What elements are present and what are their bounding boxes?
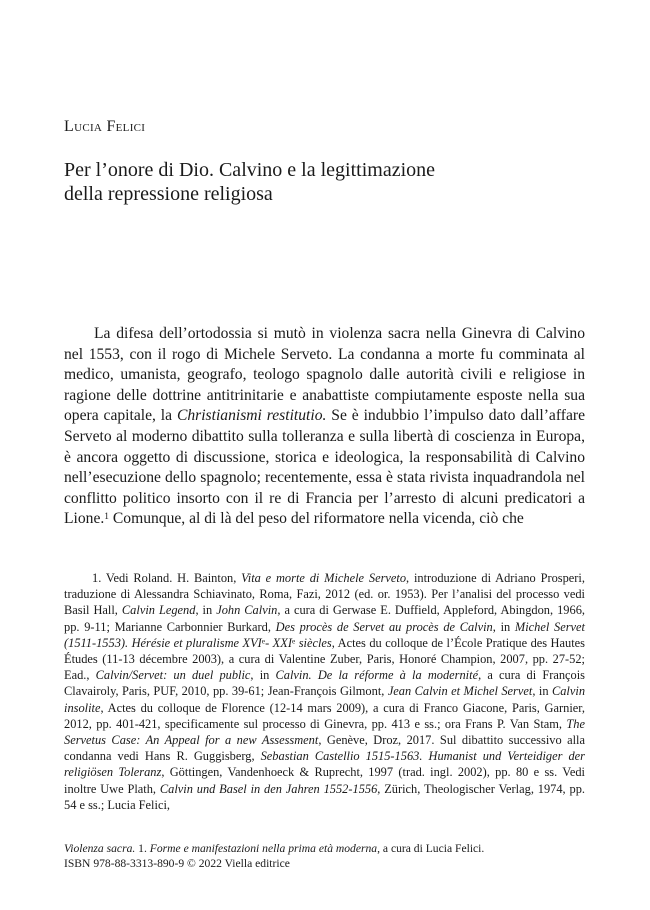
footnote-superscript: e: [291, 636, 296, 646]
footer-volume-number: 1.: [138, 842, 150, 855]
footnote-italic: Jean Calvin et Michel Servet: [387, 684, 533, 699]
footnote-italic: Calvin insolite: [64, 684, 586, 715]
footnote-text: , in: [250, 668, 276, 683]
footnote-italic: The Servetus Case: An Appeal for a new Assessment: [64, 716, 585, 748]
footnote-text: , a cura di François Clavairoly, Paris, PUF, 2010, pp. 39-61; Jean-François Gilmont,: [64, 668, 585, 699]
footnote-italic: Calvin. De la réforme à la modernité: [275, 668, 479, 683]
footnote-superscript: e: [261, 636, 266, 646]
footnote-italic: Sebastian Castellio 1515-1563. Humanist und Verteidiger der religiösen Toleranz: [64, 749, 586, 780]
footnote-text: , in: [195, 603, 217, 618]
body-text-part-3: Comunque, al di là del peso del riformatore nella vicenda, ciò che: [108, 510, 524, 528]
footnote-italic: - XXI: [265, 635, 292, 650]
footnote-italic: Calvin/Servet: un duel public: [95, 668, 251, 683]
body-italic-title: Christianismi restitutio.: [176, 407, 327, 425]
footer-book-title: Forme e manifestazioni nella prima età moderna: [149, 842, 378, 855]
footnote-text: , in: [532, 684, 552, 699]
author-name: [64, 118, 145, 136]
author-text: Lucia Felici: [64, 118, 146, 135]
footer-editor: , a cura di Lucia Felici.: [377, 842, 485, 855]
footnote-text: , Actes du colloque de l’École Pratique des Hautes Études (11-13 décembre 2003), a cura di Valentine Zuber, Paris, Honoré Champion, 2007, pp. 27-52; Ead.,: [64, 635, 585, 683]
footnote-text: , a cura di Gerwase E. Duffield, Appleford, Abingdon, 1966, pp. 9-11; Marianne Carbonnier Burkard,: [64, 603, 585, 634]
footnote-text: , Actes du colloque de Florence (12-14 mars 2009), a cura di Franco Giacone, Paris, Garnier, 2012, pp. 401-421, specificamente sul processo di Ginevra, pp. 413 e ss.; ora Frans P. Van Stam,: [64, 700, 585, 731]
footer-book-line: [64, 841, 585, 856]
footnote-text: , Zürich, Theologischer Verlag, 1974, pp. 54 e ss.; Lucia Felici,: [64, 781, 585, 812]
page-footer: [64, 841, 585, 871]
footnote-italic: Calvin und Basel in den Jahren 1552-1556: [159, 781, 378, 796]
footnote-reference[interactable]: 1: [104, 512, 109, 523]
footnote-1: [64, 570, 585, 813]
footer-series-title: Violenza sacra.: [64, 842, 139, 855]
footnote-text: , Göttingen, Vandenhoeck & Ruprecht, 1997 (trad. ingl. 2002), pp. 80 e ss. Vedi inoltre Uwe Plath,: [64, 765, 585, 796]
footnote-italic: Calvin Legend: [121, 603, 196, 618]
footer-isbn-line: ISBN 978-88-3313-890-9 © 2022 Viella editrice: [64, 857, 290, 870]
body-text-part-2: Se è indubbio l’impulso dato dall’affare Serveto al moderno dibattito sulla tolleranza e sulla libertà di coscienza in Europa, è ancora oggetto di discussione, storica e ideologica, la responsabilità di Calvino nell’esecuzione dello spagnolo; recentemente, essa è stata rivista inquadrandola nel conflitto politico insorto con il re di Francia per l’arresto di alcuni predicatori a Lione.: [64, 407, 585, 528]
title-line-1: Per l’onore di Dio. Calvino e la legittimazione: [64, 159, 436, 181]
body-paragraph: [64, 324, 585, 530]
footnote-italic: Michel Servet (1511-1553). Hérésie et pluralisme XVI: [64, 619, 585, 650]
title-line-2: della repressione religiosa: [64, 183, 273, 205]
footnote-italic: Des procès de Servet au procès de Calvin: [275, 619, 493, 634]
footnote-italic: Vita e morte di Michele Serveto: [241, 571, 407, 585]
footnote-text: , introduzione di Adriano Prosperi, traduzione di Alessandra Schiavinato, Roma, Fazi, 2012 (ed. or. 1953). Per l’analisi del processo vedi Basil Hall,: [64, 571, 585, 618]
chapter-title: [64, 158, 584, 206]
footnote-text: , in: [492, 619, 515, 634]
body-text-part-1: La difesa dell’ortodossia si mutò in violenza sacra nella Ginevra di Calvino nel 1553, con il rogo di Michele Serveto. La condanna a morte fu comminata al medico, umanista, geografo, teologo spagnolo dalle autorità civili e religiose in ragione delle dottrine antitrinitarie e anabattiste compiutamente esposte nella sua opera capitale, la: [64, 325, 585, 425]
footnote-text: 1. Vedi Roland. H. Bainton,: [92, 571, 242, 585]
footnote-italic: siècles: [295, 635, 332, 650]
footnote-text: , Genève, Droz, 2017. Sul dibattito successivo alla condanna vedi Hans R. Guggisberg,: [64, 733, 586, 764]
footnote-italic: John Calvin: [216, 603, 278, 618]
